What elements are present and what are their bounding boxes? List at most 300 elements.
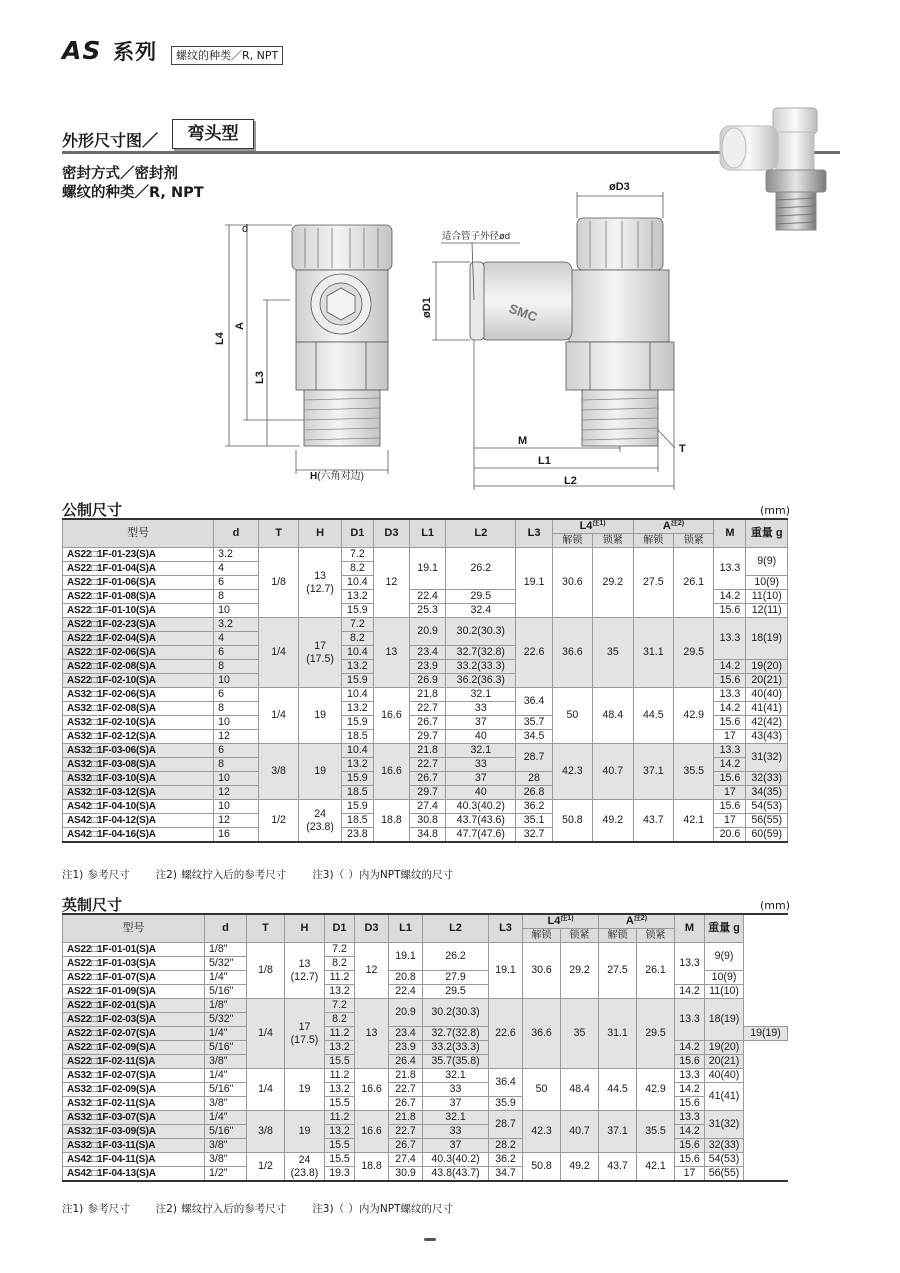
table-cell: 43.7 (599, 1153, 637, 1182)
series-title (62, 36, 157, 66)
table-cell: 18.5 (341, 814, 373, 828)
table-cell: 23.8 (341, 828, 373, 843)
column-header: 解锁 (599, 929, 637, 943)
table-cell: 12 (214, 730, 259, 744)
table-cell: 16.6 (373, 744, 409, 800)
table-cell: 8.2 (341, 632, 373, 646)
table-cell: 15.6 (675, 1139, 705, 1153)
table-cell: 48.4 (561, 1069, 599, 1111)
table-cell: 9(9) (746, 548, 788, 576)
table-cell: 36.6 (552, 618, 592, 688)
table-cell: 36.2 (489, 1153, 523, 1167)
table-cell: 9(9) (705, 943, 744, 971)
column-header: H (299, 519, 342, 548)
table-cell: 6 (214, 744, 259, 758)
table-cell: 5/16" (205, 1125, 247, 1139)
metric-title: 公制尺寸 (62, 501, 123, 519)
table-cell: 3/8 (258, 744, 298, 800)
table-cell: 26.7 (410, 772, 446, 786)
table-cell: 8.2 (341, 562, 373, 576)
table-cell: 31.1 (599, 999, 637, 1069)
table-cell: 27.5 (633, 548, 673, 618)
table-cell: 44.5 (633, 688, 673, 744)
table-cell: 23.4 (410, 646, 446, 660)
table-cell: 8 (214, 660, 259, 674)
table-cell: 15.6 (714, 604, 746, 618)
table-cell: 13.3 (675, 1069, 705, 1083)
column-header: 解锁 (523, 929, 561, 943)
table-cell: 24 (23.8) (285, 1153, 325, 1182)
column-header: T (258, 519, 298, 548)
table-cell: 33 (423, 1125, 489, 1139)
table-row (63, 800, 788, 814)
table-cell: 26.7 (410, 716, 446, 730)
table-cell: 22.6 (489, 999, 523, 1069)
table-cell: 16 (214, 828, 259, 843)
table-cell: 3/8" (205, 1055, 247, 1069)
dim-D1: øD1 (421, 297, 433, 318)
table-cell: 54(53) (746, 800, 788, 814)
column-header: M (675, 914, 705, 943)
table-cell: AS22□1F-01-04(S)A (63, 562, 214, 576)
table-cell: 43.7(43.6) (446, 814, 516, 828)
table-cell: AS22□1F-02-06(S)A (63, 646, 214, 660)
table-cell: 35.5 (674, 744, 714, 800)
table-cell: 5/32" (205, 957, 247, 971)
table-cell: 19 (285, 1111, 325, 1153)
table-row (63, 548, 788, 562)
table-cell: AS22□1F-01-23(S)A (63, 548, 214, 562)
table-cell: 40.7 (561, 1111, 599, 1153)
table-cell: AS32□1F-02-08(S)A (63, 702, 214, 716)
product-photo (718, 104, 838, 234)
table-cell: 28.7 (489, 1111, 523, 1139)
table-cell: 11.2 (325, 1111, 355, 1125)
dim-L3: L3 (254, 371, 266, 384)
table-cell: 1/4" (205, 1027, 247, 1041)
table-cell: 26.7 (389, 1139, 423, 1153)
table-cell: 7.2 (341, 548, 373, 562)
table-cell: 28.7 (516, 744, 552, 772)
table-cell: AS32□1F-02-12(S)A (63, 730, 214, 744)
table-cell: 1/2 (258, 800, 298, 843)
table-cell: 13.3 (714, 548, 746, 590)
table-cell: 49.2 (561, 1153, 599, 1182)
table-cell: 37.1 (599, 1111, 637, 1153)
table-cell: 22.4 (389, 985, 423, 999)
table-cell: 32.1 (446, 744, 516, 758)
inch-notes: 注1) 参考尺寸 注2) 螺纹拧入后的参考尺寸 注3)（ ）内为NPT螺纹的尺寸 (62, 1203, 454, 1215)
table-row (63, 1139, 788, 1153)
table-cell: 10.4 (341, 576, 373, 590)
table-cell: 19 (299, 744, 342, 800)
table-cell: 32(33) (705, 1139, 744, 1153)
table-cell: 13.2 (341, 702, 373, 716)
column-header: 锁紧 (674, 534, 714, 548)
table-cell: 20(21) (705, 1055, 744, 1069)
table-cell: 18.5 (341, 730, 373, 744)
table-row (63, 618, 788, 632)
table-cell: 17 (17.5) (285, 999, 325, 1069)
table-cell: 42(42) (746, 716, 788, 730)
table-cell: 17 (714, 814, 746, 828)
table-cell: 10.4 (341, 744, 373, 758)
dim-M: M (518, 435, 528, 447)
table-cell: 36.4 (489, 1069, 523, 1097)
table-cell: 43.8(43.7) (423, 1167, 489, 1182)
table-cell: 32.1 (446, 688, 516, 702)
table-cell: 29.5 (674, 618, 714, 688)
table-cell: AS32□1F-02-10(S)A (63, 716, 214, 730)
table-cell: AS42□1F-04-12(S)A (63, 814, 214, 828)
table-cell: 20(21) (746, 674, 788, 688)
column-header: L4$^{注1)}$ (523, 914, 599, 929)
table-cell: 19 (299, 688, 342, 744)
table-cell: 22.7 (410, 702, 446, 716)
table-row (63, 1097, 788, 1111)
table-cell: 3/8" (205, 1097, 247, 1111)
table-cell: 19 (285, 1069, 325, 1111)
table-cell: 17 (714, 786, 746, 800)
table-cell: 1/8 (247, 943, 285, 999)
table-cell: 18(19) (746, 618, 788, 660)
table-cell: 13 (12.7) (299, 548, 342, 618)
inch-title: 英制尺寸 (62, 896, 123, 914)
column-header: L2 (446, 519, 516, 548)
column-header: 解锁 (552, 534, 592, 548)
table-cell: 21.8 (410, 688, 446, 702)
table-cell: 12 (214, 814, 259, 828)
dimension-heading: 外形尺寸图／ (62, 131, 159, 150)
table-cell: 42.9 (674, 688, 714, 744)
table-cell: 8 (214, 702, 259, 716)
table-cell: 8 (214, 758, 259, 772)
column-header: 锁紧 (561, 929, 599, 943)
table-cell: 22.7 (410, 758, 446, 772)
series-label: 系列 (113, 40, 158, 64)
table-cell: 34.7 (489, 1167, 523, 1182)
table-cell: 13.3 (714, 688, 746, 702)
column-header: H (285, 914, 325, 943)
table-cell: 36.4 (516, 688, 552, 716)
table-cell: 21.8 (410, 744, 446, 758)
metric-unit: (mm) (760, 504, 791, 517)
table-cell: 13.2 (325, 1083, 355, 1097)
table-cell: 3.2 (214, 618, 259, 632)
table-cell: 42.3 (523, 1111, 561, 1153)
table-cell: 8.2 (325, 1013, 355, 1027)
table-cell: AS22□1F-01-06(S)A (63, 576, 214, 590)
table-cell: 29.5 (446, 590, 516, 604)
table-cell: AS22□1F-02-09(S)A (63, 1041, 205, 1055)
column-header: d (205, 914, 247, 943)
table-cell: 13.2 (325, 1041, 355, 1055)
table-cell: 6 (214, 688, 259, 702)
table-cell: AS32□1F-03-12(S)A (63, 786, 214, 800)
table-cell: 12 (214, 786, 259, 800)
table-cell: AS32□1F-02-06(S)A (63, 688, 214, 702)
column-header: L3 (516, 519, 552, 548)
table-cell: 32.1 (423, 1069, 489, 1083)
table-cell: 42.1 (637, 1153, 675, 1182)
table-cell: 1/4" (205, 1069, 247, 1083)
table-cell: 30.9 (389, 1167, 423, 1182)
table-cell: 15.9 (341, 604, 373, 618)
table-row (63, 1167, 788, 1182)
table-cell: AS42□1F-04-10(S)A (63, 800, 214, 814)
table-cell: AS22□1F-02-10(S)A (63, 674, 214, 688)
table-cell: 40(40) (746, 688, 788, 702)
table-cell: 35.7(35.8) (423, 1055, 489, 1069)
table-cell: 13.3 (714, 744, 746, 758)
column-header: D3 (355, 914, 389, 943)
table-row (63, 1125, 788, 1139)
table-cell: 36.2 (516, 800, 552, 814)
table-cell: 10.4 (341, 688, 373, 702)
table-cell: 30.6 (523, 943, 561, 999)
table-row (63, 744, 788, 758)
table-cell: 40(40) (705, 1069, 744, 1083)
table-cell: 48.4 (593, 688, 633, 744)
table-cell: 40 (446, 730, 516, 744)
table-cell: 14.2 (675, 1041, 705, 1055)
dim-T: T (679, 443, 686, 455)
table-cell: 27.4 (389, 1153, 423, 1167)
table-cell: 19.1 (389, 943, 423, 971)
table-cell: 20.8 (389, 971, 423, 985)
dim-pipe: 适合管子外径ød (442, 231, 511, 242)
table-cell: 50 (523, 1069, 561, 1111)
table-cell: 11(10) (705, 985, 744, 999)
table-cell: 13 (12.7) (285, 943, 325, 999)
metric-notes: 注1) 参考尺寸 注2) 螺纹拧入后的参考尺寸 注3)（ ）内为NPT螺纹的尺寸 (62, 869, 454, 881)
table-cell: AS22□1F-02-23(S)A (63, 618, 214, 632)
table-cell: 26.1 (637, 943, 675, 999)
table-cell: 37 (423, 1139, 489, 1153)
table-cell: 1/8" (205, 999, 247, 1013)
table-cell: 31(32) (705, 1111, 744, 1139)
table-cell: 41(41) (746, 702, 788, 716)
table-cell: 15.6 (714, 800, 746, 814)
table-cell: 37 (423, 1097, 489, 1111)
table-cell: 4 (214, 632, 259, 646)
table-cell: AS32□1F-03-09(S)A (63, 1125, 205, 1139)
table-cell: 13.3 (675, 999, 705, 1041)
table-cell: 31.1 (633, 618, 673, 688)
sealing-method: 密封方式／密封剂 (62, 166, 178, 182)
table-cell: AS42□1F-04-11(S)A (63, 1153, 205, 1167)
table-cell: 13.2 (325, 985, 355, 999)
table-cell: 14.2 (675, 985, 705, 999)
table-cell: 1/4 (247, 1069, 285, 1111)
table-cell: 10 (214, 800, 259, 814)
series-code: AS (62, 36, 102, 65)
table-cell: 1/2" (205, 1167, 247, 1182)
table-cell: 26.1 (674, 548, 714, 618)
table-cell: 19(19) (744, 1027, 788, 1041)
table-row (63, 999, 788, 1013)
thread-type-tag: 螺纹的种类／R, NPT (171, 46, 283, 65)
table-cell: 47.7(47.6) (446, 828, 516, 843)
page-marker (424, 1238, 436, 1241)
table-cell: 1/4" (205, 971, 247, 985)
table-cell: 33.2(33.3) (423, 1041, 489, 1055)
table-cell: 12 (355, 943, 389, 999)
table-cell: 60(59) (746, 828, 788, 843)
table-cell: 13 (373, 618, 409, 688)
table-cell: AS22□1F-01-10(S)A (63, 604, 214, 618)
table-cell: 3/8" (205, 1139, 247, 1153)
table-cell: 1/4 (258, 688, 298, 744)
table-cell: 43.7 (633, 800, 673, 843)
table-cell: 20.9 (389, 999, 423, 1027)
column-header: 解锁 (633, 534, 673, 548)
table-cell: 34.8 (410, 828, 446, 843)
table-cell: 56(55) (746, 814, 788, 828)
table-cell: 1/8 (258, 548, 298, 618)
table-cell: 35.9 (489, 1097, 523, 1111)
column-header: $A^{注2)}$ (599, 914, 675, 929)
table-cell: 29.5 (637, 999, 675, 1069)
table-cell: 23.9 (389, 1041, 423, 1055)
table-cell: 35.5 (637, 1111, 675, 1153)
table-cell: 14.2 (714, 590, 746, 604)
table-cell: 7.2 (325, 999, 355, 1013)
dim-L2: L2 (564, 475, 577, 487)
table-cell: 23.4 (389, 1027, 423, 1041)
table-cell: 11.2 (325, 1069, 355, 1083)
table-cell: 37 (446, 772, 516, 786)
table-cell: 42.9 (637, 1069, 675, 1111)
table-cell: 29.5 (423, 985, 489, 999)
column-header: D1 (325, 914, 355, 943)
table-cell: 42.1 (674, 800, 714, 843)
table-cell: 33 (446, 758, 516, 772)
column-header: M (714, 519, 746, 548)
table-cell: 32.4 (446, 604, 516, 618)
table-cell: 29.2 (593, 548, 633, 618)
table-cell: 33.2(33.3) (446, 660, 516, 674)
column-header: L3 (489, 914, 523, 943)
table-cell: AS22□1F-01-08(S)A (63, 590, 214, 604)
table-cell: 13.2 (341, 758, 373, 772)
table-cell: 44.5 (599, 1069, 637, 1111)
column-header: L1 (410, 519, 446, 548)
table-cell: 14.2 (714, 758, 746, 772)
table-cell: 22.7 (389, 1083, 423, 1097)
column-header: L1 (389, 914, 423, 943)
table-cell: 13.2 (341, 660, 373, 674)
table-cell: 13 (355, 999, 389, 1069)
table-cell: 21.8 (389, 1069, 423, 1083)
header-row (63, 519, 788, 534)
dim-D3: øD3 (609, 181, 630, 193)
table-cell: 10 (214, 716, 259, 730)
table-row (63, 1041, 788, 1055)
table-cell: 23.9 (410, 660, 446, 674)
table-cell: 29.7 (410, 730, 446, 744)
table-cell: AS32□1F-03-08(S)A (63, 758, 214, 772)
table-cell: 13.3 (714, 618, 746, 660)
table-cell: 17 (714, 730, 746, 744)
table-cell: 32.7 (516, 828, 552, 843)
table-cell: 12 (373, 548, 409, 618)
column-header: $A^{注2)}$ (633, 519, 714, 534)
table-cell: AS22□1F-01-07(S)A (63, 971, 205, 985)
table-cell: 16.6 (355, 1069, 389, 1111)
table-cell: 41(41) (705, 1083, 744, 1111)
dim-d: d (242, 223, 249, 235)
table-cell: AS22□1F-02-03(S)A (63, 1013, 205, 1027)
column-header: 型号 (63, 519, 214, 548)
table-cell: 5/32" (205, 1013, 247, 1027)
table-cell: 14.2 (714, 660, 746, 674)
table-cell: 15.9 (341, 674, 373, 688)
table-cell: 19(20) (746, 660, 788, 674)
table-cell: 10.4 (341, 646, 373, 660)
table-cell: 6 (214, 576, 259, 590)
table-cell: 4 (214, 562, 259, 576)
table-cell: 3/8" (205, 1153, 247, 1167)
column-header: 型号 (63, 914, 205, 943)
column-header: d (214, 519, 259, 548)
table-cell: 50.8 (552, 800, 592, 843)
table-cell: 7.2 (341, 618, 373, 632)
table-cell: 14.2 (714, 702, 746, 716)
table-cell: 1/4" (205, 1111, 247, 1125)
table-cell: 27.9 (423, 971, 489, 985)
column-header: 锁紧 (593, 534, 633, 548)
table-cell: 36.6 (523, 999, 561, 1069)
table-cell: AS22□1F-01-03(S)A (63, 957, 205, 971)
table-cell: 7.2 (325, 943, 355, 957)
table-cell: 15.5 (325, 1097, 355, 1111)
table-cell: 15.6 (714, 674, 746, 688)
table-cell: 3.2 (214, 548, 259, 562)
table-cell: 15.9 (341, 772, 373, 786)
table-cell: AS22□1F-01-01(S)A (63, 943, 205, 957)
table-cell: 37 (446, 716, 516, 730)
table-cell: 33 (423, 1083, 489, 1097)
table-cell: 20.6 (714, 828, 746, 843)
table-cell: 13.3 (675, 1111, 705, 1125)
column-header: D3 (373, 519, 409, 548)
table-cell: 30.6 (552, 548, 592, 618)
table-cell: 17 (17.5) (299, 618, 342, 688)
table-cell: 26.9 (410, 674, 446, 688)
table-cell: 33 (446, 702, 516, 716)
table-cell: 15.5 (325, 1055, 355, 1069)
table-cell: AS22□1F-02-11(S)A (63, 1055, 205, 1069)
table-cell: AS32□1F-02-11(S)A (63, 1097, 205, 1111)
table-cell: 30.2(30.3) (423, 999, 489, 1027)
table-cell: 19.1 (410, 548, 446, 590)
table-cell: AS22□1F-02-07(S)A (63, 1027, 205, 1041)
table-cell: AS32□1F-03-06(S)A (63, 744, 214, 758)
table-cell: 27.4 (410, 800, 446, 814)
table-cell: 30.8 (410, 814, 446, 828)
table-cell: 49.2 (593, 800, 633, 843)
table-cell: AS22□1F-02-04(S)A (63, 632, 214, 646)
table-cell: AS32□1F-03-07(S)A (63, 1111, 205, 1125)
table-cell: 25.3 (410, 604, 446, 618)
table-cell: 11.2 (325, 971, 355, 985)
table-cell: AS22□1F-02-08(S)A (63, 660, 214, 674)
table-row (63, 1069, 788, 1083)
table-cell: 30.2(30.3) (446, 618, 516, 646)
table-cell: 37.1 (633, 744, 673, 800)
table-cell: 28 (516, 772, 552, 786)
